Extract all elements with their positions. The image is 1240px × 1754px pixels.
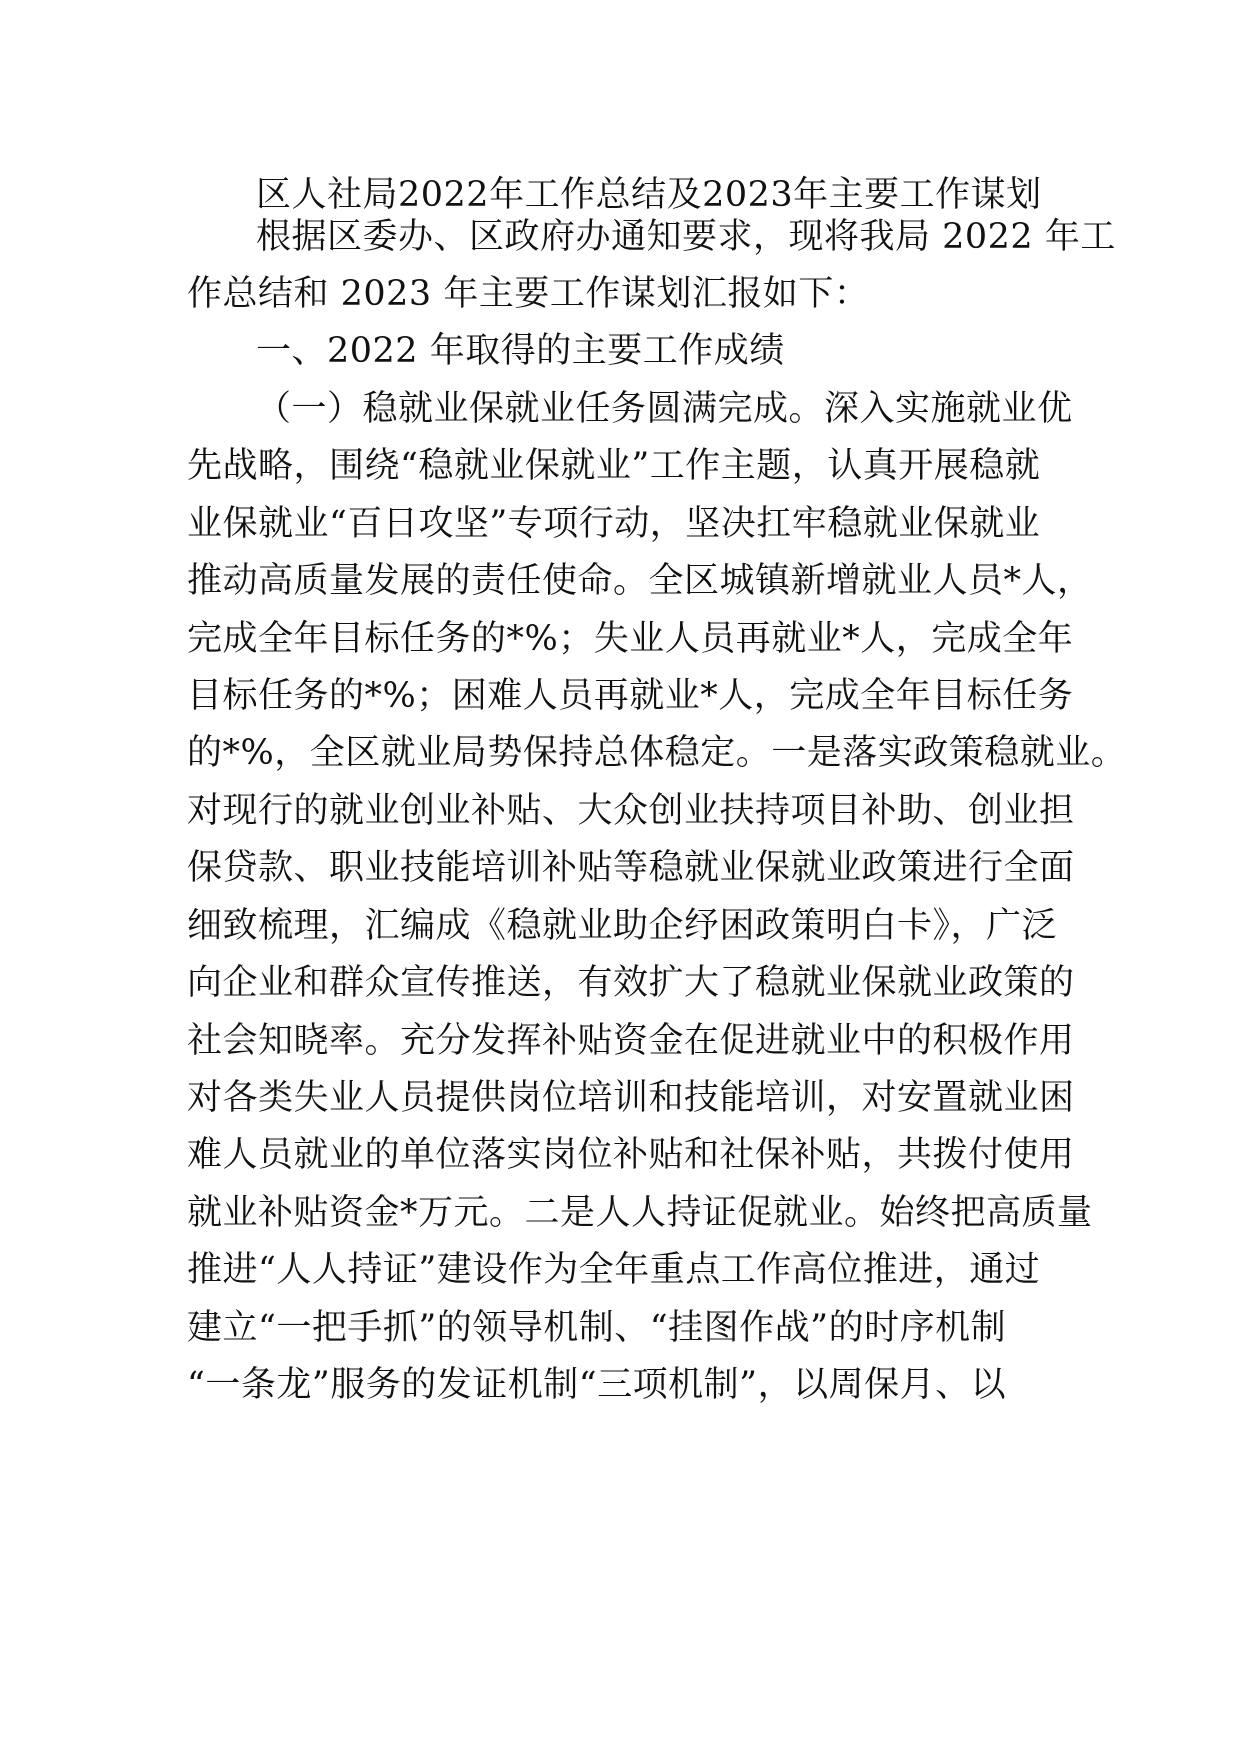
section-heading: 一、2022 年取得的主要工作成绩 [256, 331, 785, 371]
body-line: 向企业和群众宣传推送，有效扩大了稳就业保就业政策的 [187, 963, 1075, 1003]
body-line: 对现行的就业创业补贴、大众创业扶持项目补助、创业担 [187, 791, 1075, 831]
intro-line-1: 根据区委办、区政府办通知要求，现将我局 2022 年工 [256, 217, 1116, 257]
body-line: 难人员就业的单位落实岗位补贴和社保补贴，共拨付使用 [187, 1135, 1075, 1175]
body-line: 推进“人人持证”建设作为全年重点工作高位推进，通过 [187, 1250, 1041, 1290]
body-line: 就业补贴资金*万元。二是人人持证促就业。始终把高质量 [187, 1193, 1093, 1233]
body-line: “一条龙”服务的发证机制“三项机制”，以周保月、以 [187, 1365, 1007, 1405]
body-line: 对各类失业人员提供岗位培训和技能培训，对安置就业困 [187, 1078, 1075, 1118]
body-line: 完成全年目标任务的*%；失业人员再就业*人，完成全年 [187, 619, 1074, 659]
body-line: 推动高质量发展的责任使命。全区城镇新增就业人员*人， [187, 561, 1093, 601]
body-line: （一）稳就业保就业任务圆满完成。深入实施就业优 [256, 389, 1073, 429]
body-line: 目标任务的*%；困难人员再就业*人，完成全年目标任务 [187, 676, 1074, 716]
body-line: 的*%，全区就业局势保持总体稳定。一是落实政策稳就业。 [187, 733, 1127, 773]
body-line: 先战略，围绕“稳就业保就业”工作主题，认真开展稳就 [187, 446, 1041, 486]
body-line: 社会知晓率。充分发挥补贴资金在促进就业中的积极作用 [187, 1021, 1075, 1061]
body-line: 细致梳理，汇编成《稳就业助企纾困政策明白卡》，广泛 [187, 906, 1058, 946]
body-line: 业保就业“百日攻坚”专项行动，坚决扛牢稳就业保就业 [187, 504, 1041, 544]
document-title: 区人社局2022年工作总结及2023年主要工作谋划 [256, 175, 1042, 215]
intro-line-2: 作总结和 2023 年主要工作谋划汇报如下： [187, 274, 870, 314]
body-line: 保贷款、职业技能培训补贴等稳就业保就业政策进行全面 [187, 848, 1075, 888]
body-line: 建立“一把手抓”的领导机制、“挂图作战”的时序机制 [187, 1308, 1007, 1348]
